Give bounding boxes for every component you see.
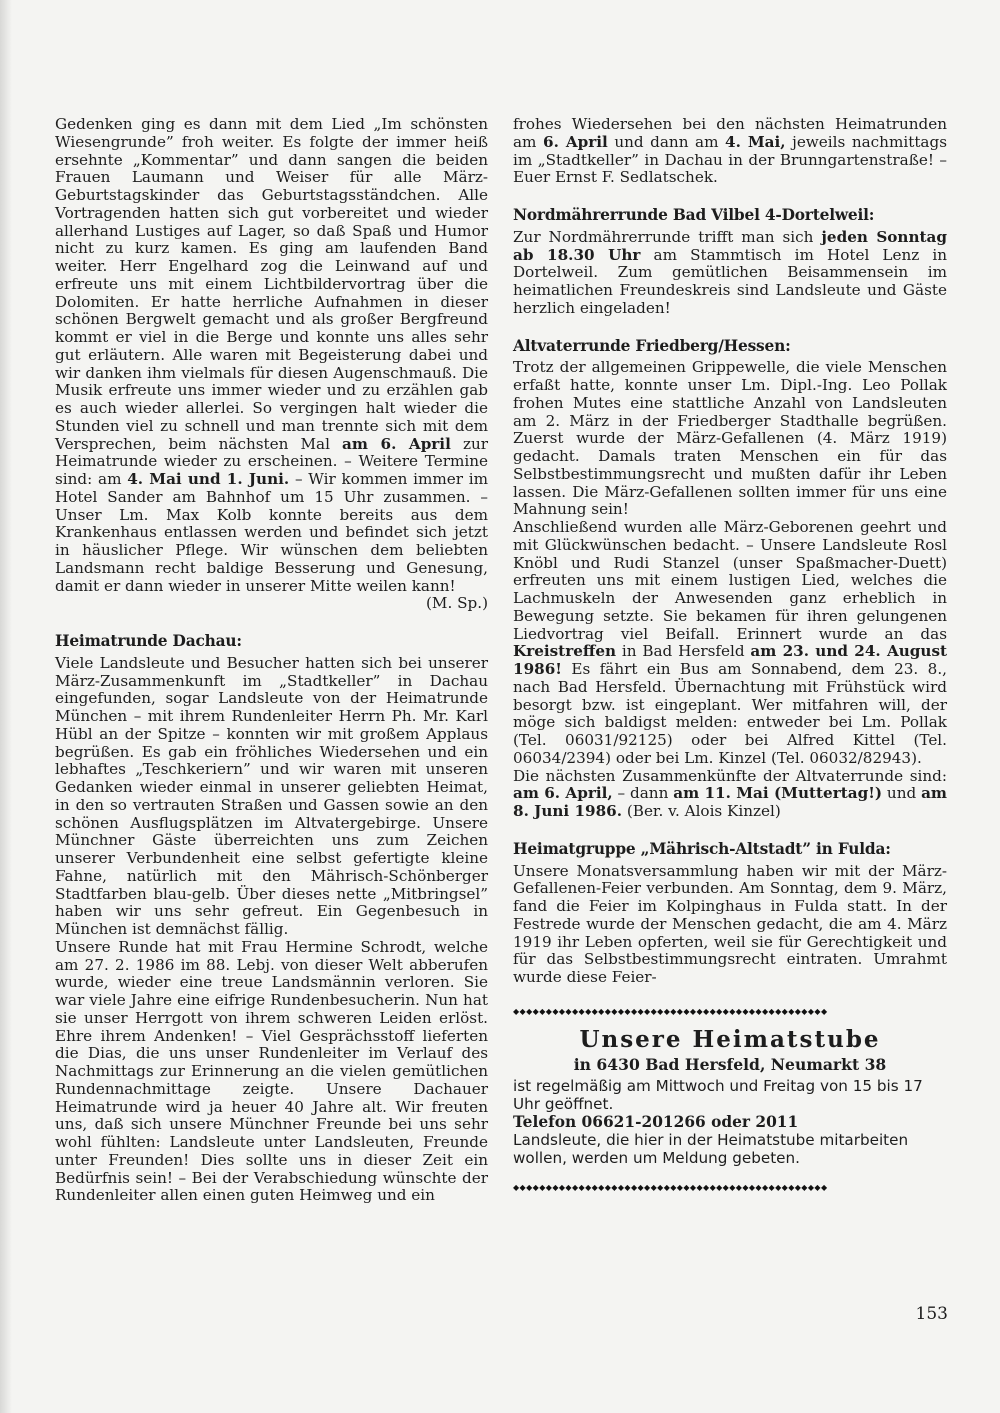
right-column: [513, 116, 947, 1193]
dachau-closing-paragraph: frohes Wiedersehen bei den nächsten Heimatrunden am 6. April und dann am 4. Mai, jeweils nachmittags im „Stadtkeller” in Dachau in der Brunngartenstraße! – Euer Ernst F. Sedlatschek.: [513, 115, 947, 187]
notice-opening-hours: ist regelmäßig am Mittwoch und Freitag von 15 bis 17 Uhr geöffnet.: [513, 1076, 923, 1113]
friedberg-paragraph-1: Trotz der allgemeinen Grippewelle, die viele Menschen erfaßt hatte, konnte unser Lm. Dipl.-Ing. Leo Pollak frohen Mutes eine stattliche Anzahl von Landsleuten am 2. März in der Friedberger Stadthalle begrüßen. Zuerst wurde der März-Gefallenen (4. März 1919) gedacht. Damals traten Menschen ein für das Selbstbestimmungsrecht und mußten dafür ihr Leben lassen. Die März-Gefallenen sollten immer für uns eine Mahnung sein!: [513, 358, 947, 519]
author-signature: (M. Sp.): [425, 594, 488, 613]
section-heading-fulda: Heimatgruppe „Mährisch-Altstadt” in Fulda:: [513, 839, 891, 858]
notice-appeal: Landsleute, die hier in der Heimatstube mitarbeiten wollen, werden um Meldung gebeten.: [513, 1130, 909, 1167]
notice-phone: Telefon 06621-201266 oder 2011: [513, 1112, 799, 1131]
left-column: [55, 116, 488, 1205]
section-heading-friedberg: Altvaterrunde Friedberg/Hessen:: [513, 336, 791, 355]
scan-edge-shade: [0, 0, 12, 1413]
report-continuation-paragraph: Gedenken ging es dann mit dem Lied „Im schönsten Wiesengrunde” froh weiter. Es folgte der immer heiß ersehnte „Kommentar” und dann sangen die beiden Frauen Laumann und Weiser für alle März-Geburtstagskinder das Geburtstagsständchen. Alle Vortragenden hatten sich gut vorbereitet und wieder allerhand Lustiges auf Lager, so daß Spaß und Humor nicht zu kurz kamen. Es ging am laufenden Band weiter. Herr Engelhard zog die Leinwand auf und erfreute uns mit einem Lichtbildervortrag über die Dolomiten. Er hatte herrliche Aufnahmen in dieser schönen Bergwelt gemacht und als großer Bergfreund kommt er viel in die Berge und konnte uns alles sehr gut erläutern. Alle waren mit Begeisterung dabei und wir danken ihm vielmals für diesen Augenschmauß. Die Musik erfreute uns immer wieder und zu erzählen gab es auch wieder allerlei. So vergingen halt wieder die Stunden viel zu schnell und man trennte sich mit dem Versprechen, beim nächsten Mal am 6. April zur Heimatrunde wieder zu erscheinen. – Weitere Termine sind: am 4. Mai und 1. Juni. – Wir kommen immer im Hotel Sander am Bahnhof um 15 Uhr zusammen. – Unser Lm. Max Kolb konnte bereits aus dem Krankenhaus entlassen werden und befindet sich jetzt in häuslicher Pflege. Wir wünschen dem beliebten Landsmann recht baldige Besserung und Genesung, damit er dann wieder in unserer Mitte weilen kann! (M. Sp.): [55, 115, 489, 613]
dachau-paragraph-2: Unsere Runde hat mit Frau Hermine Schrodt, welche am 27. 2. 1986 im 88. Lebj. von dieser Welt abberufen wurde, wieder eine treue Landsmännin verloren. Sie war viele Jahre eine eifrige Rundenbesucherin. Nun hat sie unser Herrgott von ihrem schweren Leiden erlöst. Ehre ihrem Andenken! – Viel Gesprächsstoff lieferten die Dias, die uns unser Rundenleiter im Verlauf des Nachmittags zur Erinnerung an die vielen gemütlichen Rundennachmittage zeigte. Unsere Dachauer Heimatrunde wird ja heuer 40 Jahre alt. Wir freuten uns, daß sich unsere Münchner Freunde bei uns sehr wohl fühlten: Landsleute unter Landsleuten, Freunde unter Freunden! Dies sollte uns in dieser Zeit ein Bedürfnis sein! – Bei der Verabschiedung wünschte der Rundenleiter allen einen guten Heimweg und ein: [55, 937, 488, 1205]
heimatstube-notice-box: [513, 1007, 947, 1193]
notice-title: Unsere Heimatstube: [579, 1025, 881, 1053]
diamond-rule-top: ◆◆◆◆◆◆◆◆◆◆◆◆◆◆◆◆◆◆◆◆◆◆◆◆◆◆◆◆◆◆◆◆◆◆◆◆◆◆◆◆◆◆◆◆◆◆◆◆: [513, 1006, 828, 1016]
bad-vilbel-paragraph: Zur Nordmährerrunde trifft man sich jeden Sonntag ab 18.30 Uhr am Stammtisch im Hotel Lenz in Dortelweil. Zum gemütlichen Beisammensein im heimatlichen Freundeskreis sind Landsleute und Gäste herzlich eingeladen!: [513, 227, 948, 317]
friedberg-paragraph-3: Die nächsten Zusammenkünfte der Altvaterrunde sind: am 6. April, – dann am 11. Mai (Muttertag!) und am 8. Juni 1986. (Ber. v. Alois Kinzel): [513, 766, 948, 820]
notice-address: in 6430 Bad Hersfeld, Neumarkt 38: [573, 1054, 887, 1074]
section-heading-bad-vilbel: Nordmährerrunde Bad Vilbel 4-Dortelweil:: [513, 206, 875, 224]
section-heading-dachau: Heimatrunde Dachau:: [55, 632, 242, 650]
diamond-rule-bottom: ◆◆◆◆◆◆◆◆◆◆◆◆◆◆◆◆◆◆◆◆◆◆◆◆◆◆◆◆◆◆◆◆◆◆◆◆◆◆◆◆◆◆◆◆◆◆◆◆: [513, 1182, 828, 1192]
page-number: 153: [915, 1304, 948, 1324]
fulda-paragraph: Unsere Monatsversammlung haben wir mit der März-Gefallenen-Feier verbunden. Am Sonntag, dem 9. März, fand die Feier im Kolpinghaus in Fulda statt. In der Festrede wurde der Menschen gedacht, die am 4. März 1919 ihr Leben opferten, weil sie für Gerechtigkeit und für das Selbstbestimmungsrecht eintraten. Umrahmt wurde diese Feier-: [513, 861, 947, 986]
dachau-paragraph-1: Viele Landsleute und Besucher hatten sich bei unserer März-Zusammenkunft im „Stadtkeller” in Dachau eingefunden, sogar Landsleute von der Heimatrunde München – mit ihrem Rundenleiter Herrn Ph. Mr. Karl Hübl an der Spitze – konnten wir mit großem Applaus begrüßen. Es gab ein fröhliches Wiedersehen und ein lebhaftes „Teschkeriern” und wir waren mit unseren Gedanken wieder einmal in unserer geliebten Heimat, in den so vertrauten Straßen und Gassen sowie an den schönen Ausflugsplätzen im Altvatergebirge. Unsere Münchner Gäste überreichten uns zum Zeichen unserer Verbundenheit eine selbst gefertigte kleine Fahne, natürlich mit den Mährisch-Schönberger Stadtfarben blau-gelb. Über dieses nette „Mitbringsel” haben wir uns sehr gefreut. Ein Gegenbesuch in München ist demnächst fällig.: [55, 653, 488, 938]
friedberg-paragraph-2: Anschließend wurden alle März-Geborenen geehrt und mit Glückwünschen bedacht. – Unsere Landsleute Rosl Knöbl und Rudi Stanzel (unser Spaßmacher-Duett) erfreuten uns mit einem lustigen Lied, welches die Lachmuskeln der Anwesenden ganz erheblich in Bewegung setzte. Sie bekamen für ihren gelungenen Liedvortrag viel Beifall. Erinnert wurde an das Kreistreffen in Bad Hersfeld am 23. und 24. August 1986! Es fährt ein Bus am Sonnabend, dem 23. 8., nach Bad Hersfeld. Übernachtung mit Frühstück wird besorgt bzw. ist eingeplant. Wer mitfahren will, der möge sich baldigst melden: entweder bei Lm. Pollak (Tel. 06031/92125) oder bei Alfred Kittel (Tel. 06034/2394) oder bei Lm. Kinzel (Tel. 06032/82943).: [513, 518, 948, 767]
